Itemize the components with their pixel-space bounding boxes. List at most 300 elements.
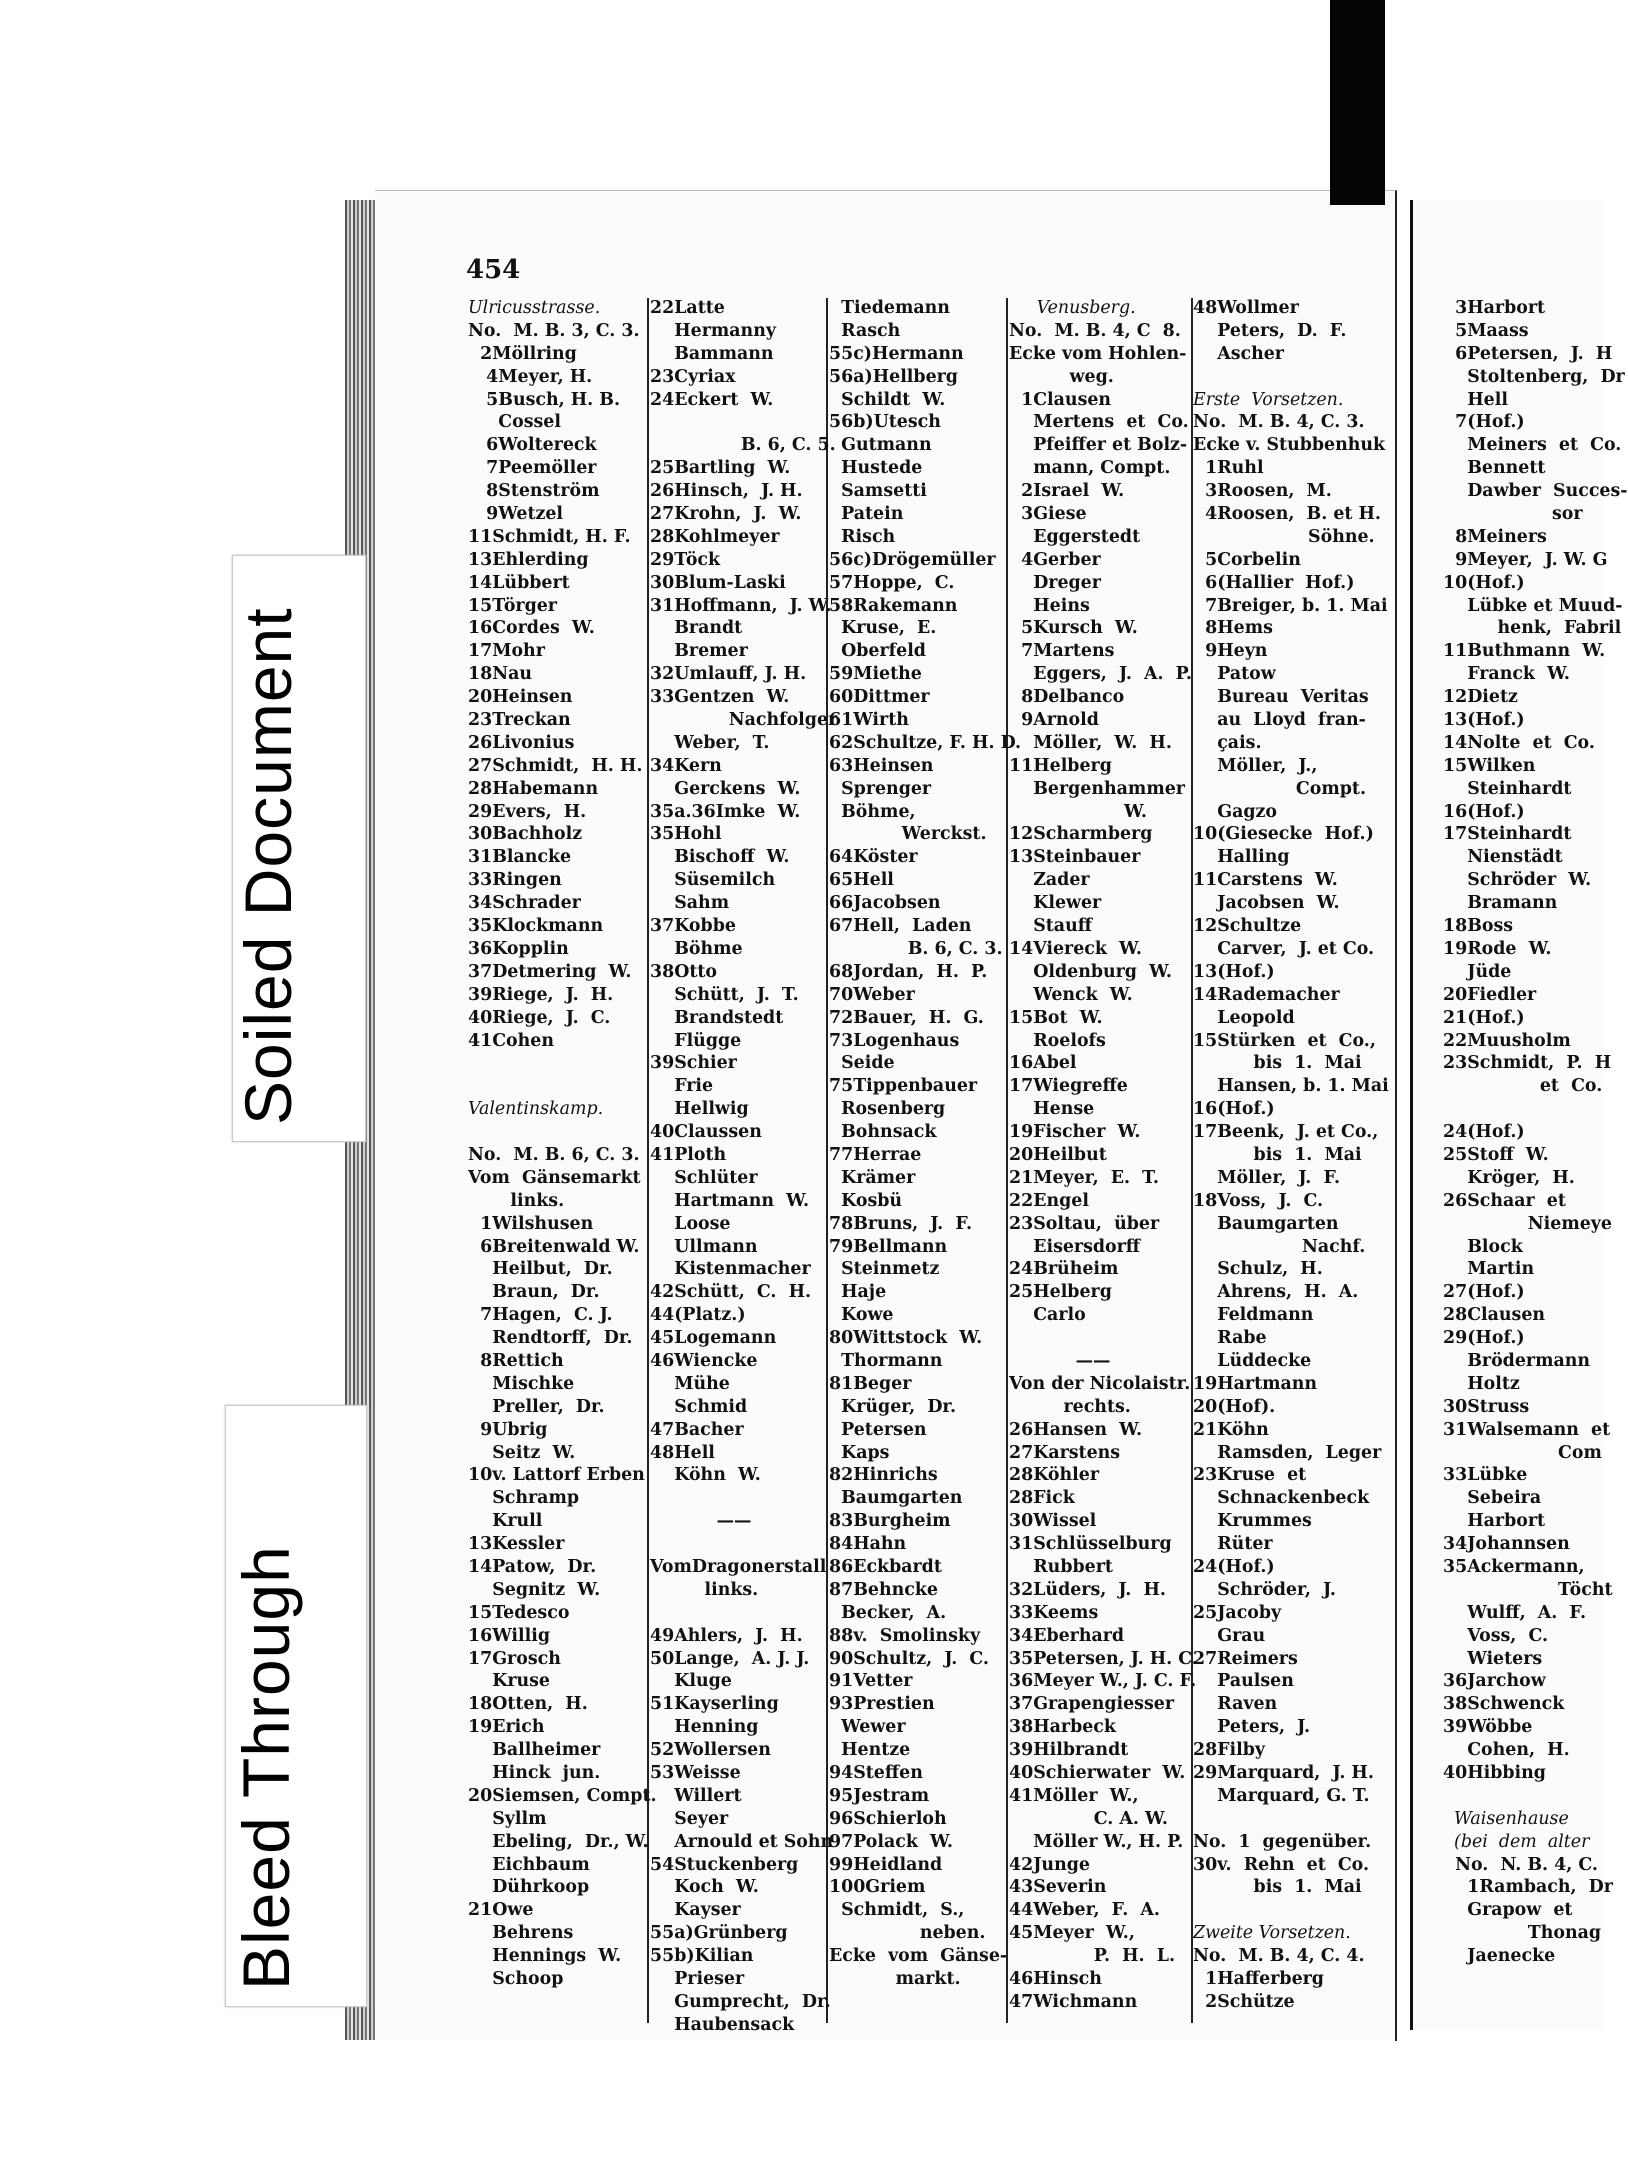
directory-entry: 27Krohn, J. W. (650, 504, 802, 525)
directory-entry: B. 6, C. 5. (650, 435, 836, 456)
directory-entry: 72Bauer, H. G. (829, 1007, 984, 1028)
directory-entry: Ahrens, H. A. (1193, 1282, 1359, 1303)
directory-entry: henk, Fabril (1443, 618, 1622, 639)
directory-entry: 11Buthmann W. (1443, 641, 1606, 662)
directory-entry: 3Roosen, M. (1193, 481, 1332, 502)
directory-entry: 21Köhn (1193, 1419, 1269, 1440)
directory-entry: 27(Hof.) (1443, 1282, 1525, 1303)
directory-entry: 17Steinhardt (1443, 824, 1572, 845)
directory-entry: Hell (1443, 389, 1508, 410)
directory-entry: Bennett (1443, 458, 1546, 479)
directory-entry: 24Brüheim (1009, 1259, 1119, 1280)
directory-entry: C. A. W. (1009, 1808, 1168, 1829)
directory-entry: Ulricusstrasse. (468, 298, 601, 318)
directory-entry: Zweite Vorsetzen. (1193, 1923, 1351, 1944)
directory-entry: 29Evers, H. (468, 801, 587, 822)
directory-entry: 4Roosen, B. et H. (1193, 504, 1381, 525)
directory-entry: 25Stoff W. (1443, 1144, 1549, 1165)
directory-entry: Franck W. (1443, 664, 1570, 685)
directory-entry: 26Hansen W. (1009, 1419, 1143, 1440)
directory-entry: 14Rademacher (1193, 984, 1340, 1005)
directory-entry: 37Kobbe (650, 916, 736, 937)
directory-entry: Haje (829, 1282, 887, 1303)
column-5 (1193, 297, 1389, 2014)
directory-entry: 59Miethe (829, 664, 922, 685)
directory-entry: Bischoff W. (650, 847, 790, 868)
directory-entry: 55a)Grünberg (650, 1923, 788, 1944)
directory-entry: 93Prestien (829, 1694, 935, 1715)
directory-entry: 56c)Drögemüller (829, 549, 996, 570)
directory-entry: 17Beenk, J. et Co., (1193, 1122, 1379, 1143)
directory-entry: Brandt (650, 618, 743, 639)
directory-entry: 31Hoffmann, J. W. (650, 595, 832, 616)
directory-entry: Köhn W. (650, 1465, 761, 1486)
directory-entry: Krummes (1193, 1511, 1312, 1532)
directory-entry: 46Hinsch (1009, 1969, 1102, 1990)
directory-entry: bis 1. Mai (1193, 1053, 1362, 1074)
directory-entry: 82Hinrichs (829, 1465, 938, 1486)
directory-entry: 8Stenström (468, 481, 600, 502)
directory-entry: Eisersdorff (1009, 1236, 1141, 1257)
directory-entry: Halling (1193, 847, 1290, 868)
directory-entry: 64Köster (829, 847, 918, 868)
directory-entry: 20Heinsen (468, 687, 573, 708)
directory-entry: Hennings W. (468, 1946, 622, 1967)
directory-entry: (bei dem alter (1443, 1831, 1590, 1852)
directory-entry: 25Bartling W. (650, 458, 791, 479)
directory-entry: 41Ploth (650, 1144, 727, 1165)
directory-entry: 40Claussen (650, 1122, 762, 1143)
directory-entry: Grau (1193, 1625, 1266, 1646)
directory-entry: Roelofs (1009, 1030, 1106, 1051)
directory-entry: 40Schierwater W. (1009, 1763, 1186, 1783)
directory-entry: Töcht (1443, 1579, 1613, 1600)
column-2 (650, 297, 837, 2037)
directory-entry: 28Köhler (1009, 1465, 1100, 1486)
directory-entry: Ascher (1193, 343, 1284, 364)
directory-entry: 26Livonius (468, 732, 575, 753)
directory-entry: 36Kopplin (468, 938, 569, 959)
directory-entry: Schütt, J. T. (650, 984, 799, 1005)
directory-entry: 9Ubrig (468, 1419, 548, 1440)
directory-entry: Bremer (650, 641, 748, 662)
directory-entry: Erste Vorsetzen. (1193, 389, 1344, 410)
directory-entry: Grapow et (1443, 1900, 1573, 1921)
directory-entry: Jaenecke (1443, 1946, 1556, 1967)
directory-entry: Carlo (1009, 1305, 1086, 1326)
directory-entry: 21Meyer, E. T. (1009, 1167, 1159, 1188)
directory-entry: 19Fischer W. (1009, 1122, 1141, 1143)
directory-entry: 16(Hof.) (1443, 801, 1525, 822)
directory-entry: 12Dietz (1443, 687, 1518, 708)
directory-entry: 6Breitenwald W. (468, 1236, 640, 1257)
directory-entry: Samsetti (829, 481, 927, 502)
directory-entry: 34Eberhard (1009, 1625, 1125, 1646)
directory-entry: 40Riege, J. C. (468, 1007, 611, 1028)
directory-entry (1193, 1808, 1389, 1831)
directory-entry: 33Ringen (468, 870, 562, 891)
directory-entry: Wewer (829, 1717, 906, 1738)
directory-entry: çais. (1193, 732, 1262, 753)
directory-entry: 8Hems (1193, 618, 1273, 639)
directory-entry: 30Bachholz (468, 824, 583, 845)
directory-entry: 52Wollersen (650, 1740, 771, 1761)
directory-entry: 1Clausen (1009, 389, 1112, 410)
directory-entry: 18Voss, J. C. (1193, 1190, 1324, 1211)
directory-entry: 83Burgheim (829, 1511, 951, 1532)
directory-entry: Heins (1009, 595, 1090, 616)
directory-entry: Eichbaum (468, 1854, 590, 1875)
directory-entry (1443, 1098, 1628, 1121)
directory-entry: 94Steffen (829, 1763, 923, 1783)
directory-entry: 38Harbeck (1009, 1717, 1116, 1738)
directory-entry: 35Petersen, J. H. C. (1009, 1648, 1198, 1669)
directory-entry: 9Meyer, J. W. G (1443, 549, 1608, 570)
directory-entry: Krüger, Dr. (829, 1396, 957, 1417)
directory-entry: 18Otten, H. (468, 1694, 588, 1715)
directory-entry: 20Siemsen, Compt. (468, 1785, 657, 1806)
directory-entry: Venusberg. (1009, 298, 1136, 318)
directory-entry: Hentze (829, 1740, 911, 1761)
directory-entry: Ecke v. Stubbenhuk (1193, 435, 1386, 456)
directory-entry: Rasch (829, 320, 901, 341)
directory-entry: 24Eckert W. (650, 389, 774, 410)
directory-entry (650, 1602, 837, 1625)
directory-entry: Dawber Succes- (1443, 481, 1628, 502)
directory-entry (468, 1052, 657, 1075)
directory-entry: 29Töck (650, 549, 721, 570)
directory-entry: 17Mohr (468, 641, 545, 662)
directory-entry: 23Treckan (468, 710, 571, 731)
directory-entry: Möller, J., (1193, 755, 1318, 776)
directory-entry: B. 6, C. 3. (829, 938, 1003, 959)
directory-entry: Raven (1193, 1694, 1278, 1715)
directory-entry: No. M. B. 4, C 8. (1009, 320, 1181, 341)
directory-entry: 65Hell (829, 870, 894, 891)
directory-entry: Schulz, H. (1193, 1259, 1323, 1280)
directory-entry: Com (1443, 1442, 1602, 1463)
directory-entry: Harbort (1443, 1511, 1546, 1532)
directory-entry: Jacobsen W. (1193, 893, 1340, 914)
column-6 (1443, 297, 1628, 1968)
directory-entry: 28Filby (1193, 1740, 1266, 1761)
directory-entry: 9Arnold (1009, 710, 1099, 731)
directory-entry: et Co. (1443, 1076, 1603, 1097)
directory-entry: 14Patow, Dr. (468, 1556, 597, 1577)
directory-entry: 16(Hof.) (1193, 1099, 1275, 1120)
directory-entry: 16Cordes W. (468, 618, 595, 639)
directory-entry: 77Herrae (829, 1144, 922, 1165)
directory-entry: 55c)Hermann (829, 343, 964, 364)
directory-entry: No. M. B. 6, C. 3. (468, 1144, 640, 1165)
directory-entry (650, 1487, 837, 1510)
directory-entry: 36Meyer W., J. C. F. (1009, 1671, 1197, 1692)
directory-entry: 9Heyn (1193, 641, 1268, 662)
directory-entry: 44(Platz.) (650, 1305, 746, 1326)
directory-entry: 22Latte (650, 298, 725, 318)
directory-entry: Hinck jun. (468, 1763, 601, 1783)
directory-entry: 57Hoppe, C. (829, 572, 955, 593)
column-1 (468, 297, 657, 1991)
directory-entry: 10(Hof.) (1443, 572, 1525, 593)
directory-entry: Paulsen (1193, 1671, 1294, 1692)
directory-entry: 27Karstens (1009, 1442, 1121, 1463)
directory-entry: W. (1009, 801, 1147, 822)
directory-entry: 6Petersen, J. H (1443, 343, 1613, 364)
directory-entry: 23Schmidt, P. H (1443, 1053, 1612, 1074)
directory-entry: Stoltenberg, Dr (1443, 366, 1625, 387)
directory-entry: Feldmann (1193, 1305, 1314, 1326)
directory-entry: Petersen (829, 1419, 927, 1440)
directory-entry: Baumgarten (1193, 1213, 1339, 1234)
directory-entry: Peters, J. (1193, 1717, 1311, 1738)
directory-entry: 51Kayserling (650, 1694, 779, 1715)
directory-entry: Hense (1009, 1099, 1095, 1120)
directory-entry: Cohen, H. (1443, 1740, 1570, 1761)
directory-entry: Schildt W. (829, 389, 946, 410)
directory-entry: 48Wollmer (1193, 298, 1299, 318)
directory-entry: 28Habemann (468, 778, 599, 799)
directory-entry: 24(Hof.) (1193, 1556, 1275, 1577)
directory-entry: 15Tedesco (468, 1602, 570, 1623)
directory-entry: Preller, Dr. (468, 1396, 605, 1417)
directory-entry: 7Martens (1009, 641, 1115, 662)
directory-entry: 79Bellmann (829, 1236, 948, 1257)
directory-entry: 26Hinsch, J. H. (650, 481, 803, 502)
directory-entry: Vom Gänsemarkt (468, 1167, 641, 1188)
directory-entry: 17Grosch (468, 1648, 561, 1669)
directory-entry: 19Erich (468, 1717, 545, 1738)
directory-entry: Hustede (829, 458, 923, 479)
directory-entry: 48Hell (650, 1442, 715, 1463)
directory-entry: 87Behncke (829, 1579, 938, 1600)
directory-entry: 36Jarchow (1443, 1671, 1546, 1692)
directory-entry: Prieser (650, 1969, 745, 1990)
directory-entry: 28Fick (1009, 1488, 1075, 1509)
directory-entry: 35Klockmann (468, 916, 604, 937)
directory-entry: 42Junge (1009, 1854, 1090, 1875)
directory-entry: Mühe (650, 1373, 730, 1394)
directory-entry: 30v. Rehn et Co. (1193, 1854, 1370, 1875)
directory-entry: 26Schaar et (1443, 1190, 1566, 1211)
page-number: 454 (466, 255, 521, 285)
directory-entry: 13(Hof.) (1193, 961, 1275, 982)
directory-entry: 5Busch, H. B. (468, 389, 621, 410)
directory-entry: 66Jacobsen (829, 893, 941, 914)
directory-entry: Hansen, b. 1. Mai (1193, 1076, 1389, 1097)
directory-entry: Martin (1443, 1259, 1535, 1280)
directory-entry: 25Helberg (1009, 1282, 1112, 1303)
directory-entry: 30Blum-Laski (650, 572, 786, 593)
directory-entry: No. M. B. 4, C. 4. (1193, 1946, 1365, 1967)
directory-entry: Segnitz W. (468, 1579, 601, 1600)
column-3 (829, 297, 1021, 1991)
directory-entry: Rabe (1193, 1328, 1267, 1349)
directory-entry: Risch (829, 526, 896, 547)
directory-entry: Willert (650, 1785, 742, 1806)
directory-entry: Brödermann (1443, 1350, 1591, 1371)
directory-entry: 53Weisse (650, 1763, 741, 1783)
directory-entry: Holtz (1443, 1373, 1520, 1394)
directory-entry: 19Hartmann (1193, 1373, 1318, 1394)
directory-entry: Steinhardt (1443, 778, 1572, 799)
directory-entry: Stauff (1009, 916, 1092, 937)
directory-entry: Krämer (829, 1167, 916, 1188)
directory-entry: Bohnsack (829, 1122, 937, 1143)
directory-entry: 29Marquard, J. H. (1193, 1763, 1374, 1783)
directory-entry: au Lloyd fran- (1193, 710, 1366, 731)
directory-entry: 24(Hof.) (1443, 1122, 1525, 1143)
directory-entry: 31Schlüsselburg (1009, 1534, 1172, 1555)
directory-entry: 25Jacoby (1193, 1602, 1282, 1623)
directory-entry: 40Hibbing (1443, 1763, 1546, 1783)
directory-entry: Mischke (468, 1373, 575, 1394)
directory-entry: Behrens (468, 1923, 574, 1944)
directory-entry: 13Kessler (468, 1534, 565, 1555)
directory-entry: 22Engel (1009, 1190, 1089, 1211)
directory-entry (650, 1533, 837, 1556)
directory-entry: 21Owe (468, 1900, 534, 1921)
directory-entry: 75Tippenbauer (829, 1076, 978, 1097)
directory-entry: 2Möllring (468, 343, 577, 364)
directory-entry: 68Jordan, H. P. (829, 961, 988, 982)
directory-entry: Schmid (650, 1396, 748, 1417)
directory-entry: 39Wöbbe (1443, 1717, 1533, 1738)
directory-entry: Carver, J. et Co. (1193, 938, 1375, 959)
directory-entry: —— (1009, 1350, 1111, 1371)
directory-entry: Thonag (1443, 1923, 1602, 1944)
directory-entry: bis 1. Mai (1193, 1877, 1362, 1898)
directory-entry: Zader (1009, 870, 1090, 891)
directory-entry: 5Maass (1443, 320, 1529, 341)
black-bar (1330, 0, 1385, 205)
directory-entry: Gutmann (829, 435, 932, 456)
directory-entry: sor (1443, 504, 1583, 525)
directory-entry: 15Stürken et Co., (1193, 1030, 1376, 1051)
directory-entry: 50Lange, A. J. J. (650, 1648, 810, 1669)
directory-entry: 5Kursch W. (1009, 618, 1138, 639)
directory-entry: Krull (468, 1511, 543, 1532)
directory-entry (1443, 1785, 1628, 1808)
directory-entry: Niemeye (1443, 1213, 1612, 1234)
directory-entry: 27Reimers (1193, 1648, 1298, 1669)
directory-entry: Böhme, (829, 801, 916, 822)
directory-entry: Kröger, H. (1443, 1167, 1575, 1188)
directory-entry: Haubensack (650, 2014, 795, 2035)
directory-entry: Steinmetz (829, 1259, 940, 1280)
directory-entry: Kruse (468, 1671, 550, 1692)
directory-entry: 35a.36Imke W. (650, 801, 801, 822)
directory-entry: 1Wilshusen (468, 1213, 594, 1234)
directory-entry: 32Lüders, J. H. (1009, 1579, 1166, 1600)
directory-entry: 28Clausen (1443, 1305, 1546, 1326)
directory-entry: 86Eckbardt (829, 1556, 942, 1577)
directory-entry: —— (650, 1511, 752, 1532)
directory-entry: Koch W. (650, 1877, 759, 1898)
directory-entry: Sahm (650, 893, 730, 914)
directory-entry: Pfeiffer et Bolz- (1009, 435, 1188, 456)
directory-entry: Valentinskamp. (468, 1099, 604, 1120)
directory-entry: 32Umlauff, J. H. (650, 664, 807, 685)
directory-entry: Klewer (1009, 893, 1102, 914)
directory-entry: 8Delbanco (1009, 687, 1125, 708)
directory-entry: 60Dittmer (829, 687, 930, 708)
directory-entry: Becker, A. (829, 1602, 947, 1623)
directory-entry: 37Grapengiesser (1009, 1694, 1174, 1715)
directory-entry: 20(Hof). (1193, 1396, 1276, 1417)
directory-entry: 100Griem (829, 1877, 926, 1898)
directory-entry: Bergenhammer (1009, 778, 1185, 799)
directory-entry: 81Beger (829, 1373, 912, 1394)
directory-entry: 23Soltau, über (1009, 1213, 1160, 1234)
directory-entry: 56a)Hellberg (829, 366, 958, 387)
directory-entry: 14Nolte et Co. (1443, 732, 1595, 753)
directory-entry: Nachfolger (650, 710, 838, 731)
directory-entry: 80Wittstock W. (829, 1328, 983, 1349)
directory-entry: Loose (650, 1213, 731, 1234)
directory-entry: 88v. Smolinsky (829, 1625, 981, 1646)
directory-entry: Hellwig (650, 1099, 749, 1120)
directory-entry: 12Scharmberg (1009, 824, 1153, 845)
directory-entry: Flügge (650, 1030, 742, 1051)
directory-entry: 14Viereck W. (1009, 938, 1142, 959)
directory-entry: Böhme (650, 938, 743, 959)
directory-entry: Ebeling, Dr., W. (468, 1831, 649, 1852)
directory-entry: 13(Hof.) (1443, 710, 1525, 731)
directory-entry: Oberfeld (829, 641, 926, 662)
directory-entry: 30Struss (1443, 1396, 1530, 1417)
directory-entry: 31Blancke (468, 847, 572, 868)
directory-entry: 16Willig (468, 1625, 551, 1646)
directory-entry: 19Rode W. (1443, 938, 1552, 959)
directory-entry: 11Carstens W. (1193, 870, 1338, 891)
directory-entry: Seitz W. (468, 1442, 576, 1463)
directory-entry: 41Möller W., (1009, 1785, 1139, 1806)
directory-entry: 39Schier (650, 1053, 737, 1074)
directory-entry: 18Boss (1443, 916, 1514, 937)
directory-entry: Süsemilch (650, 870, 776, 891)
directory-entry: 30Wissel (1009, 1511, 1097, 1532)
directory-entry: 15Törger (468, 595, 557, 616)
directory-entry: 13Steinbauer (1009, 847, 1141, 868)
directory-entry: 41Cohen (468, 1030, 554, 1051)
directory-entry: 78Bruns, J. F. (829, 1213, 972, 1234)
directory-entry: Schmidt, S., (829, 1900, 965, 1921)
directory-entry: 54Stuckenberg (650, 1854, 799, 1875)
directory-entry: 67Hell, Laden (829, 916, 972, 937)
directory-entry: Kaps (829, 1442, 890, 1463)
directory-entry: Hartmann W. (650, 1190, 810, 1211)
directory-entry: VomDragonerstall (650, 1556, 827, 1577)
directory-entry: Dreger (1009, 572, 1101, 593)
directory-entry: 3Harbort (1443, 298, 1546, 318)
directory-entry: 34Schrader (468, 893, 581, 914)
directory-entry: Hermanny (650, 320, 776, 341)
directory-entry: 42Schütt, C. H. (650, 1282, 812, 1303)
directory-entry: 3Giese (1009, 504, 1087, 525)
directory-entry: Kowe (829, 1305, 894, 1326)
directory-entry: Möller W., H. P. (1009, 1831, 1184, 1852)
directory-entry: 46Wiencke (650, 1350, 758, 1371)
directory-entry: 6(Hallier Hof.) (1193, 572, 1355, 593)
directory-entry: 39Hilbrandt (1009, 1740, 1129, 1761)
directory-entry: 38Otto (650, 961, 718, 982)
directory-entry (1009, 1327, 1198, 1350)
directory-entry: 15Bot W. (1009, 1007, 1103, 1028)
directory-entry: weg. (1009, 366, 1114, 387)
directory-entry: Schramp (468, 1488, 580, 1509)
directory-entry: Gumprecht, Dr. (650, 1991, 831, 2012)
